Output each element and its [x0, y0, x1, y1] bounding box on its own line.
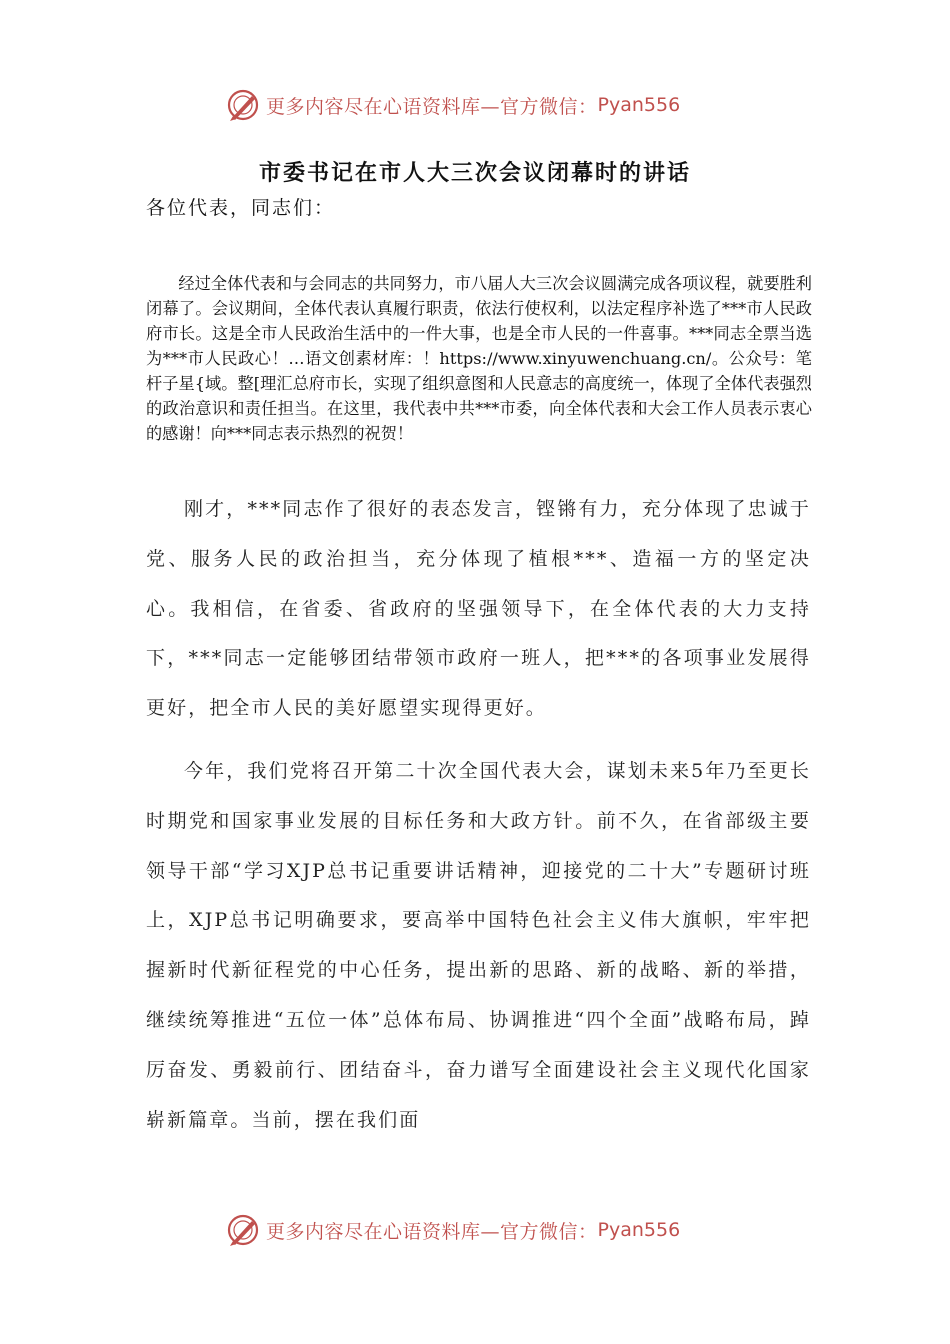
pen-logo-icon	[226, 88, 260, 122]
header-banner	[226, 85, 746, 125]
banner-text: 更多内容尽在心语资料库—官方微信：	[266, 1220, 598, 1243]
salutation: 各位代表，同志们：	[146, 197, 336, 219]
paragraph-1: 经过全体代表和与会同志的共同努力，市八届人大三次会议圆满完成各项议程，就要胜利闭幕了。会议期间，全体代表认真履行职责，依法行使权利，以法定程序补选了***市人民政府市长。这是全市人民政治生活中的一件大事，也是全市人民的一件喜事。***同志全票当选为***市人民政心！…语文创素材库：！https://www.xinyuwenchuang.cn/。公众号：笔杆子星{域。整[理汇总府市长，实现了组织意图和人民意志的高度统一，体现了全体代表强烈的政治意识和责任担当。在这里，我代表中共***市委，向全体代表和大会工作人员表示衷心的感谢！向***同志表示热烈的祝贺！	[146, 274, 812, 443]
banner-text: 更多内容尽在心语资料库—官方微信：	[266, 95, 598, 118]
document-title: 市委书记在市人大三次会议闭幕时的讲话	[258, 160, 691, 186]
wechat-id: Pyan556	[597, 94, 681, 116]
paragraph-2: 刚才，***同志作了很好的表态发言，铿锵有力，充分体现了忠诚于党、服务人民的政治担当，充分体现了植根***、造福一方的坚定决心。我相信，在省委、省政府的坚强领导下，在全体代表的大力支持下，***同志一定能够团结带领市政府一班人，把***的各项事业发展得更好，把全市人民的美好愿望实现得更好。	[146, 498, 811, 720]
pen-logo-icon	[226, 1213, 260, 1247]
paragraph-3: 今年，我们党将召开第二十次全国代表大会，谋划未来5年乃至更长时期党和国家事业发展的目标任务和大政方针。前不久，在省部级主要领导干部“学习XJP总书记重要讲话精神，迎接党的二十大”专题研讨班上，XJP总书记明确要求，要高举中国特色社会主义伟大旗帜，牢牢把握新时代新征程党的中心任务，提出新的思路、新的战略、新的举措，继续统筹推进“五位一体”总体布局、协调推进“四个全面”战略布局，踔厉奋发、勇毅前行、团结奋斗，奋力谱写全面建设社会主义现代化国家崭新篇章。当前，摆在我们面	[146, 760, 811, 1131]
footer-banner	[226, 1210, 746, 1250]
wechat-id: Pyan556	[597, 1219, 681, 1241]
